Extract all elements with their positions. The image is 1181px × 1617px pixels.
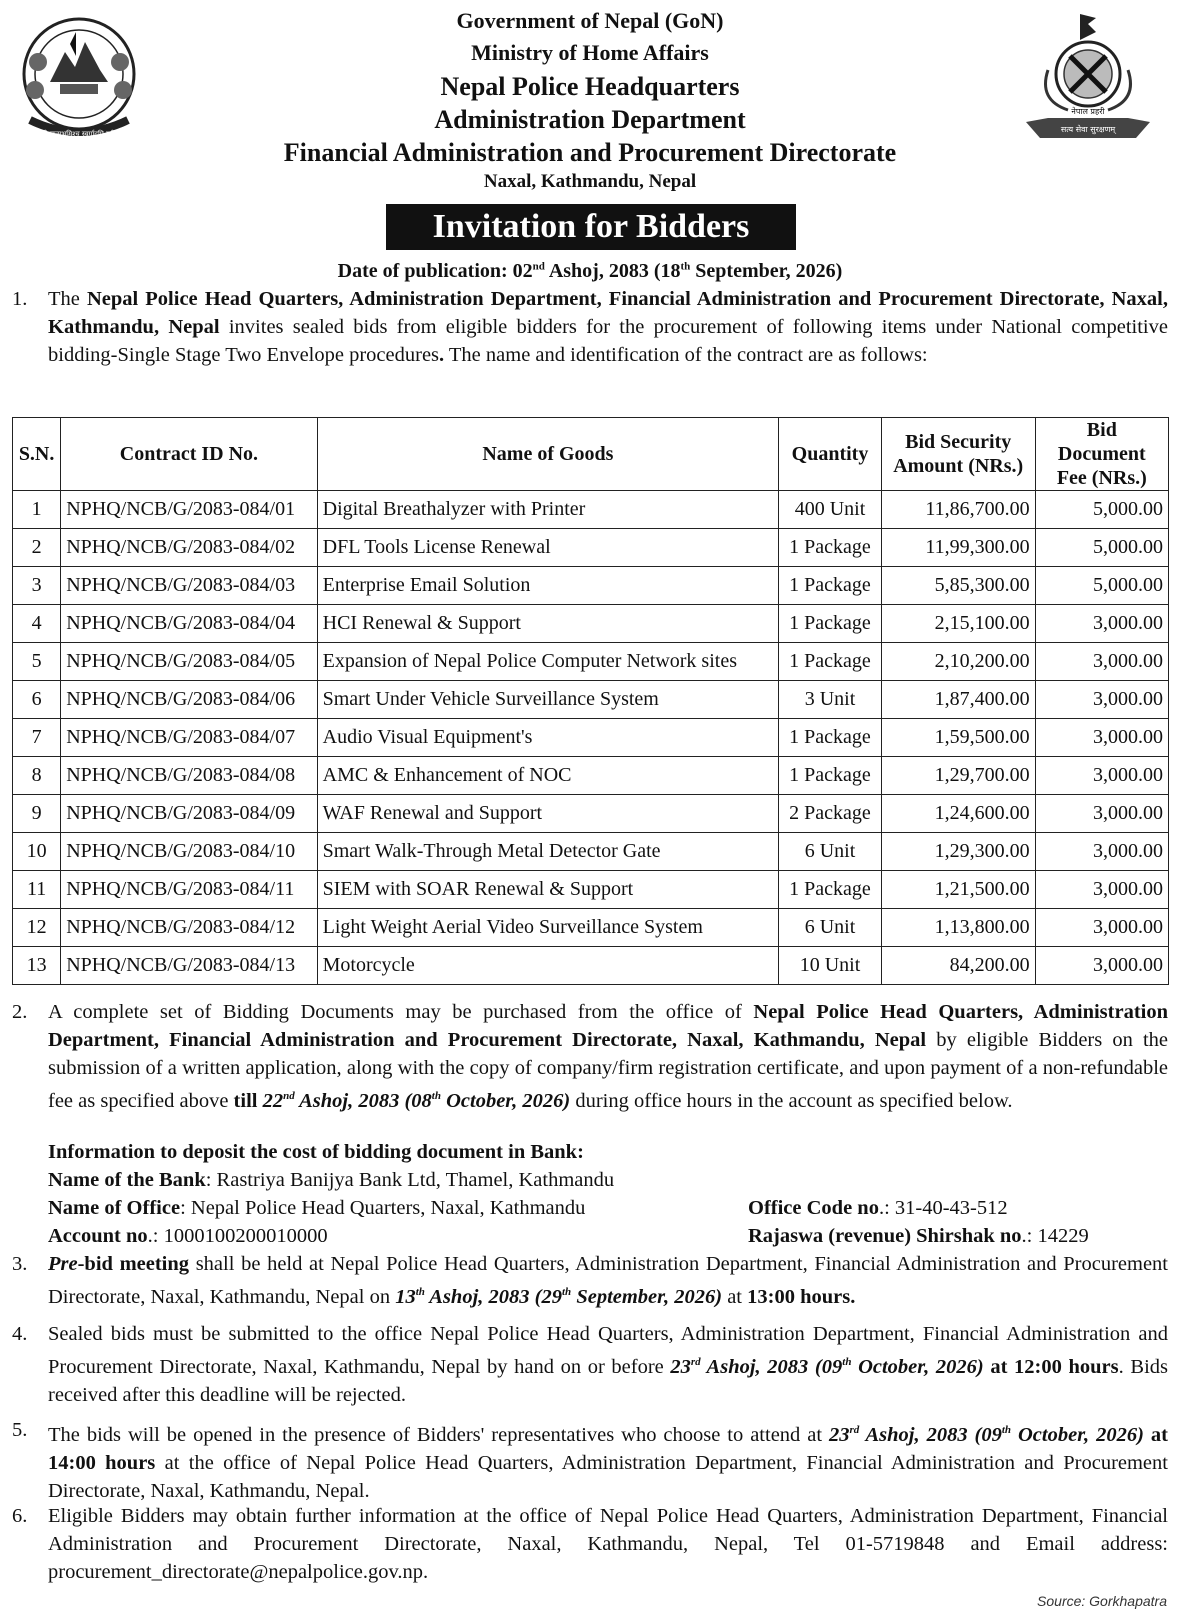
table-row xyxy=(13,567,1169,605)
col-header-quantity: Quantity xyxy=(779,418,882,491)
cell-sn: 11 xyxy=(13,871,61,909)
cell-bid-security: 1,59,500.00 xyxy=(881,719,1035,757)
cell-quantity: 1 Package xyxy=(779,567,882,605)
para6-text: Eligible Bidders may obtain further information at the office of Nepal Police Head Quarters, Administration Department, Financial Administration and Procurement Directorate, Naxal, Kathmandu, Nepal, Tel 01-5719848 and Email address: procurement_directorate@nepalpolice.gov.np. xyxy=(48,1505,1168,1583)
cell-bid-security: 2,15,100.00 xyxy=(881,605,1035,643)
cell-contract-id: NPHQ/NCB/G/2083-084/12 xyxy=(61,909,317,947)
para3-number: 3. xyxy=(12,1253,28,1275)
cell-goods: WAF Renewal and Support xyxy=(317,795,779,833)
cell-goods: Audio Visual Equipment's xyxy=(317,719,779,757)
cell-quantity: 3 Unit xyxy=(779,681,882,719)
cell-doc-fee: 3,000.00 xyxy=(1035,909,1168,947)
cell-sn: 2 xyxy=(13,529,61,567)
para2-number: 2. xyxy=(12,1001,28,1023)
cell-doc-fee: 3,000.00 xyxy=(1035,757,1168,795)
cell-doc-fee: 5,000.00 xyxy=(1035,529,1168,567)
cell-goods: Enterprise Email Solution xyxy=(317,567,779,605)
cell-goods: AMC & Enhancement of NOC xyxy=(317,757,779,795)
cell-contract-id: NPHQ/NCB/G/2083-084/09 xyxy=(61,795,317,833)
cell-sn: 13 xyxy=(13,947,61,985)
col-header-contract-id: Contract ID No. xyxy=(61,418,317,491)
cell-sn: 9 xyxy=(13,795,61,833)
cell-contract-id: NPHQ/NCB/G/2083-084/13 xyxy=(61,947,317,985)
cell-goods: Motorcycle xyxy=(317,947,779,985)
cell-bid-security: 11,86,700.00 xyxy=(881,491,1035,529)
header-police-hq: Nepal Police Headquarters xyxy=(440,72,740,101)
para5-text: The bids will be opened in the presence of Bidders' representatives who choose to attend at 23rd Ashoj, 2083 (09th October, 2026) at 14:00 hours at the office of Nepal Police Head Quarters, Administration Department, Financial Administration and Procurement Directorate, Naxal, Kathmandu, Nepal. xyxy=(48,1423,1169,1502)
cell-doc-fee: 3,000.00 xyxy=(1035,681,1168,719)
cell-bid-security: 5,85,300.00 xyxy=(881,567,1035,605)
col-header-goods: Name of Goods xyxy=(317,418,779,491)
para1-number: 1. xyxy=(12,288,28,310)
cell-bid-security: 1,13,800.00 xyxy=(881,909,1035,947)
cell-bid-security: 1,24,600.00 xyxy=(881,795,1035,833)
cell-doc-fee: 3,000.00 xyxy=(1035,605,1168,643)
bank-info-heading: Information to deposit the cost of bidding document in Bank: xyxy=(48,1141,584,1163)
cell-contract-id: NPHQ/NCB/G/2083-084/05 xyxy=(61,643,317,681)
table-row xyxy=(13,947,1169,985)
cell-bid-security: 1,87,400.00 xyxy=(881,681,1035,719)
cell-bid-security: 84,200.00 xyxy=(881,947,1035,985)
cell-goods: Smart Walk-Through Metal Detector Gate xyxy=(317,833,779,871)
cell-goods: HCI Renewal & Support xyxy=(317,605,779,643)
notice-title: Invitation for Bidders xyxy=(386,204,796,250)
col-header-sn: S.N. xyxy=(13,418,61,491)
cell-goods: Expansion of Nepal Police Computer Network sites xyxy=(317,643,779,681)
cell-goods: DFL Tools License Renewal xyxy=(317,529,779,567)
cell-bid-security: 1,29,300.00 xyxy=(881,833,1035,871)
cell-contract-id: NPHQ/NCB/G/2083-084/08 xyxy=(61,757,317,795)
para1-text: The Nepal Police Head Quarters, Administration Department, Financial Administration and Procurement Directorate, Naxal, Kathmandu, Nepal invites sealed bids from eligible bidders for the procurement of following items under National competitive bidding-Single Stage Two Envelope procedures. The name and identification of the contract are as follows: xyxy=(48,288,1169,366)
cell-quantity: 10 Unit xyxy=(779,947,882,985)
table-row xyxy=(13,681,1169,719)
cell-bid-security: 2,10,200.00 xyxy=(881,643,1035,681)
cell-doc-fee: 3,000.00 xyxy=(1035,833,1168,871)
cell-quantity: 1 Package xyxy=(779,529,882,567)
cell-quantity: 1 Package xyxy=(779,757,882,795)
cell-contract-id: NPHQ/NCB/G/2083-084/06 xyxy=(61,681,317,719)
cell-quantity: 1 Package xyxy=(779,719,882,757)
cell-sn: 10 xyxy=(13,833,61,871)
bank-name: Name of the Bank: Rastriya Banijya Bank Ltd, Thamel, Kathmandu xyxy=(48,1169,615,1191)
table-row xyxy=(13,529,1169,567)
cell-contract-id: NPHQ/NCB/G/2083-084/03 xyxy=(61,567,317,605)
para5-number: 5. xyxy=(12,1419,28,1441)
cell-doc-fee: 3,000.00 xyxy=(1035,643,1168,681)
header-address: Naxal, Kathmandu, Nepal xyxy=(483,171,697,192)
cell-quantity: 1 Package xyxy=(779,643,882,681)
emblem-right-caption-top: नेपाल प्रहरी xyxy=(1071,107,1105,116)
col-header-doc-fee: Bid Document Fee (NRs.) xyxy=(1035,418,1168,491)
emblem-right-caption-bottom: सत्य सेवा सुरक्षणम् xyxy=(1060,125,1116,134)
table-row xyxy=(13,795,1169,833)
cell-contract-id: NPHQ/NCB/G/2083-084/10 xyxy=(61,833,317,871)
cell-sn: 5 xyxy=(13,643,61,681)
cell-contract-id: NPHQ/NCB/G/2083-084/04 xyxy=(61,605,317,643)
header-government: Government of Nepal (GoN) xyxy=(456,8,724,33)
cell-sn: 7 xyxy=(13,719,61,757)
table-row xyxy=(13,909,1169,947)
nepal-coat-of-arms-emblem xyxy=(10,12,148,146)
cell-sn: 6 xyxy=(13,681,61,719)
table-header-row xyxy=(13,418,1169,491)
header-ministry: Ministry of Home Affairs xyxy=(471,40,709,65)
account-number: Account no.: 1000100200010000 xyxy=(48,1225,328,1247)
cell-quantity: 6 Unit xyxy=(779,909,882,947)
cell-goods: SIEM with SOAR Renewal & Support xyxy=(317,871,779,909)
cell-contract-id: NPHQ/NCB/G/2083-084/02 xyxy=(61,529,317,567)
cell-quantity: 2 Package xyxy=(779,795,882,833)
cell-goods: Light Weight Aerial Video Surveillance System xyxy=(317,909,779,947)
cell-quantity: 1 Package xyxy=(779,871,882,909)
para4-number: 4. xyxy=(12,1323,28,1345)
cell-doc-fee: 3,000.00 xyxy=(1035,871,1168,909)
cell-doc-fee: 3,000.00 xyxy=(1035,947,1168,985)
cell-contract-id: NPHQ/NCB/G/2083-084/07 xyxy=(61,719,317,757)
table-row xyxy=(13,757,1169,795)
cell-doc-fee: 5,000.00 xyxy=(1035,491,1168,529)
cell-quantity: 400 Unit xyxy=(779,491,882,529)
cell-bid-security: 1,21,500.00 xyxy=(881,871,1035,909)
cell-quantity: 1 Package xyxy=(779,605,882,643)
cell-goods: Smart Under Vehicle Surveillance System xyxy=(317,681,779,719)
emblem-left-caption: जननी जन्मभूमिश्च स्वर्गादपि गरीयसी xyxy=(32,130,126,138)
cell-sn: 1 xyxy=(13,491,61,529)
table-row xyxy=(13,605,1169,643)
cell-sn: 12 xyxy=(13,909,61,947)
cell-sn: 4 xyxy=(13,605,61,643)
cell-doc-fee: 3,000.00 xyxy=(1035,719,1168,757)
office-name: Name of Office: Nepal Police Head Quarters, Naxal, Kathmandu xyxy=(48,1197,586,1219)
para3-text: Pre-bid meeting shall be held at Nepal Police Head Quarters, Administration Department, Financial Administration and Procurement Directorate, Naxal, Kathmandu, Nepal on 13th Ashoj, 2083 (29th September, 2026) at 13:00 hours. xyxy=(48,1253,1168,1308)
table-row xyxy=(13,491,1169,529)
header-directorate: Financial Administration and Procurement Directorate xyxy=(283,138,897,167)
cell-contract-id: NPHQ/NCB/G/2083-084/11 xyxy=(61,871,317,909)
para6-number: 6. xyxy=(12,1505,28,1527)
cell-sn: 8 xyxy=(13,757,61,795)
publication-date: Date of publication: 02nd Ashoj, 2083 (18th September, 2026) xyxy=(337,260,843,282)
table-row xyxy=(13,871,1169,909)
contracts-table xyxy=(12,417,1169,985)
table-row xyxy=(13,643,1169,681)
table-row xyxy=(13,833,1169,871)
source-credit: Source: Gorkhapatra xyxy=(1037,1593,1167,1609)
col-header-bid-security: Bid Security Amount (NRs.) xyxy=(881,418,1035,491)
cell-bid-security: 1,29,700.00 xyxy=(881,757,1035,795)
office-code: Office Code no.: 31-40-43-512 xyxy=(748,1197,1008,1219)
cell-bid-security: 11,99,300.00 xyxy=(881,529,1035,567)
cell-doc-fee: 3,000.00 xyxy=(1035,795,1168,833)
para2-text: A complete set of Bidding Documents may be purchased from the office of Nepal Police Head Quarters, Administration Department, Financial Administration and Procurement Directorate, Naxal, Kathmandu, Nepal by eligible Bidders on the submission of a written application, along with the copy of company/firm registration certificate, and upon payment of a non-refundable fee as specified above till 22nd Ashoj, 2083 (08th October, 2026) during office hours in the account as specified below. xyxy=(48,1001,1169,1112)
table-row xyxy=(13,719,1169,757)
cell-doc-fee: 5,000.00 xyxy=(1035,567,1168,605)
nepal-police-logo-emblem xyxy=(1018,10,1158,142)
para4-text: Sealed bids must be submitted to the office Nepal Police Head Quarters, Administration Department, Financial Administration and Procurement Directorate, Naxal, Kathmandu, Nepal by hand on or before 23rd Ashoj, 2083 (09th October, 2026) at 12:00 hours. Bids received after this deadline will be rejected. xyxy=(48,1323,1168,1406)
cell-contract-id: NPHQ/NCB/G/2083-084/01 xyxy=(61,491,317,529)
cell-quantity: 6 Unit xyxy=(779,833,882,871)
rajaswa-shirshak: Rajaswa (revenue) Shirshak no.: 14229 xyxy=(748,1225,1089,1247)
header-department: Administration Department xyxy=(434,105,746,134)
cell-sn: 3 xyxy=(13,567,61,605)
cell-goods: Digital Breathalyzer with Printer xyxy=(317,491,779,529)
